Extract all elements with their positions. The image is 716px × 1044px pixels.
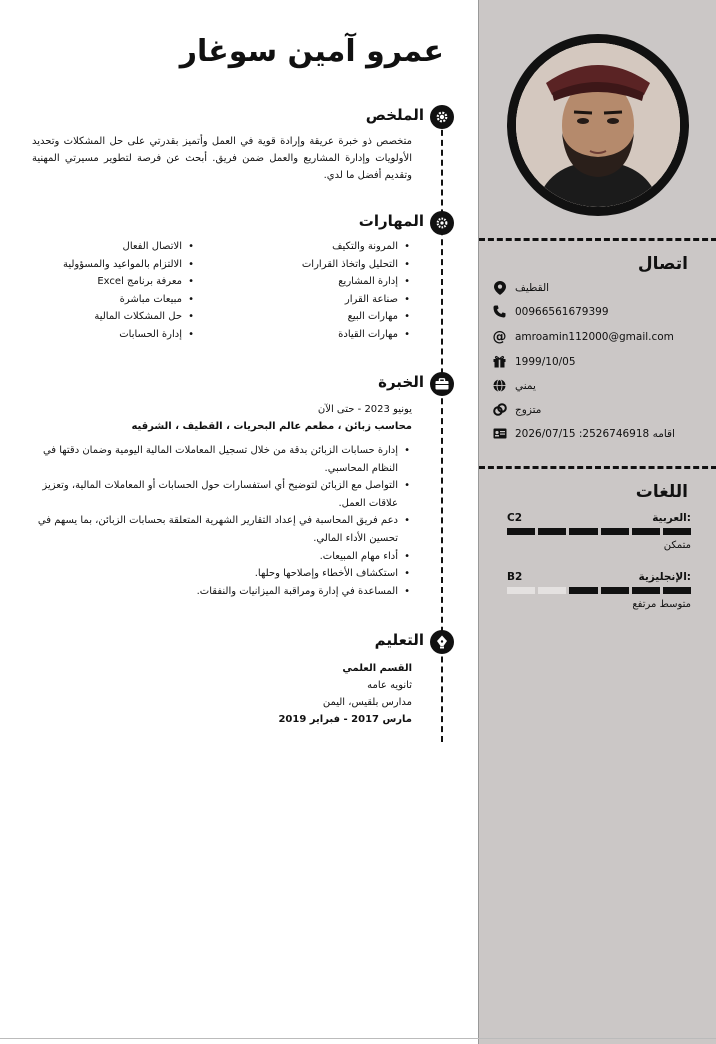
page-bottom-border [0, 1038, 716, 1039]
contact-marital-status [492, 402, 692, 417]
language-level-bar [507, 528, 691, 535]
experience-item: • أداء مهام المبيعات. [28, 548, 412, 566]
skills-list-left [63, 238, 196, 344]
education-details [278, 660, 412, 728]
skill-item: • معرفة برنامج Excel [63, 273, 196, 291]
level-segment [507, 587, 535, 594]
contact-location [492, 280, 692, 295]
contact-birthdate [492, 354, 692, 369]
skill-item: • التحليل واتخاذ القرارات [302, 256, 412, 274]
skill-item: • الالتزام بالمواعيد والمسؤولية [63, 256, 196, 274]
person-portrait-icon [516, 43, 680, 207]
experience-item: • استكشاف الأخطاء وإصلاحها وحلها. [28, 565, 412, 583]
contact-value: القطيف [515, 281, 550, 294]
id-card-icon [492, 426, 507, 441]
contact-value: اقامه 2526746918: 2026/07/15 [515, 427, 675, 440]
gears-icon [430, 211, 454, 235]
contact-value: 1999/10/05 [515, 355, 576, 368]
level-segment [569, 587, 597, 594]
skill-item: • حل المشكلات المالية [63, 308, 196, 326]
level-segment [601, 587, 629, 594]
language-name: العربية: [652, 512, 691, 524]
experience-item: • التواصل مع الزبائن لتوضيح أي استفسارات حول الحسابات أو المعاملات المالية، وتعزيز علاقات العمل. [28, 477, 412, 512]
skill-item: • صناعة القرار [302, 291, 412, 309]
language-level-bar [507, 587, 691, 594]
language-level: متمكن [663, 540, 691, 551]
experience-item: • دعم فريق المحاسبة في إعداد التقارير الشهرية المتعلقة بحسابات الزبائن، بما يسهم في تحسين الأداء المالي. [28, 512, 412, 547]
full-name: عمرو آمين سوغار [179, 34, 444, 69]
contact-value: 00966561679399 [515, 305, 609, 318]
location-pin-icon [492, 280, 507, 295]
rings-icon [492, 402, 507, 417]
skill-item: • الاتصال الفعال [63, 238, 196, 256]
skill-item: • مهارات القيادة [302, 326, 412, 344]
contact-email[interactable] [492, 329, 692, 344]
profile-photo [516, 43, 680, 207]
experience-item: • إدارة حسابات الزبائن بدقة من خلال تسجيل المعاملات المالية اليومية وضمان دقتها في النظام المحاسبي. [28, 442, 412, 477]
skill-item: • المرونة والتكيف [302, 238, 412, 256]
skill-item: • إدارة الحسابات [63, 326, 196, 344]
contact-value: يمني [515, 379, 536, 392]
language-name: الإنجليزية: [638, 571, 691, 583]
language-english [507, 571, 691, 610]
languages-title: اللغات [635, 482, 688, 502]
level-segment [632, 528, 660, 535]
globe-icon [492, 378, 507, 393]
education-level: ثانويه عامه [367, 680, 412, 691]
skill-item: • مبيعات مباشرة [63, 291, 196, 309]
level-segment [538, 587, 566, 594]
briefcase-icon [430, 372, 454, 396]
sidebar [478, 0, 716, 1044]
level-segment [507, 528, 535, 535]
phone-icon [492, 304, 507, 319]
summary-text: متخصص ذو خبرة عريقة وإرادة قوية في العمل وأتميز بقدرتي على حل المشكلات وتحديد الأولويات وإدارة المشاريع والعمل ضمن فريق. أبحث عن فرصة لتطوير مسيرتي المهنية وتقديم أفضل ما لدي. [32, 136, 412, 181]
contact-value: متزوج [515, 403, 542, 416]
language-level: متوسط مرتفع [632, 599, 691, 610]
contact-residency [492, 426, 692, 441]
skill-item: • إدارة المشاريع [302, 273, 412, 291]
level-segment [663, 587, 691, 594]
experience-title: الخبرة [378, 373, 424, 391]
experience-role: محاسب زبائن ، مطعم عالم البحريات ، القطيف ، الشرقيه [131, 421, 412, 432]
level-segment [632, 587, 660, 594]
level-segment [601, 528, 629, 535]
divider [479, 238, 716, 241]
skills-title: المهارات [358, 212, 424, 230]
skill-item: • مهارات البيع [302, 308, 412, 326]
gear-icon [430, 105, 454, 129]
summary-title: الملخص [365, 106, 424, 124]
at-sign-icon: @ [492, 328, 507, 345]
language-code: C2 [507, 512, 523, 524]
language-code: B2 [507, 571, 523, 583]
experience-item: • المساعدة في إدارة ومراقبة الميزانيات والنفقات. [28, 583, 412, 601]
education-period: مارس 2017 - فبراير 2019 [278, 714, 412, 725]
level-segment [538, 528, 566, 535]
divider [479, 466, 716, 469]
pen-nib-icon [430, 630, 454, 654]
experience-period: يونيو 2023 - حتى الآن [317, 404, 412, 415]
contact-title: اتصال [637, 254, 688, 274]
level-segment [569, 528, 597, 535]
contact-phone [492, 304, 692, 319]
contact-value[interactable]: amroamin112000@gmail.com [515, 330, 674, 343]
education-title: التعليم [374, 631, 424, 649]
contact-nationality [492, 378, 692, 393]
level-segment [663, 528, 691, 535]
education-school: مدارس بلقيس، اليمن [322, 697, 412, 708]
education-field: القسم العلمي [342, 663, 412, 674]
language-arabic [507, 512, 691, 551]
skills-list-right [302, 238, 412, 344]
experience-list [28, 442, 412, 600]
gift-icon [492, 354, 507, 369]
profile-photo-frame [507, 34, 689, 216]
experience-header [131, 401, 412, 435]
